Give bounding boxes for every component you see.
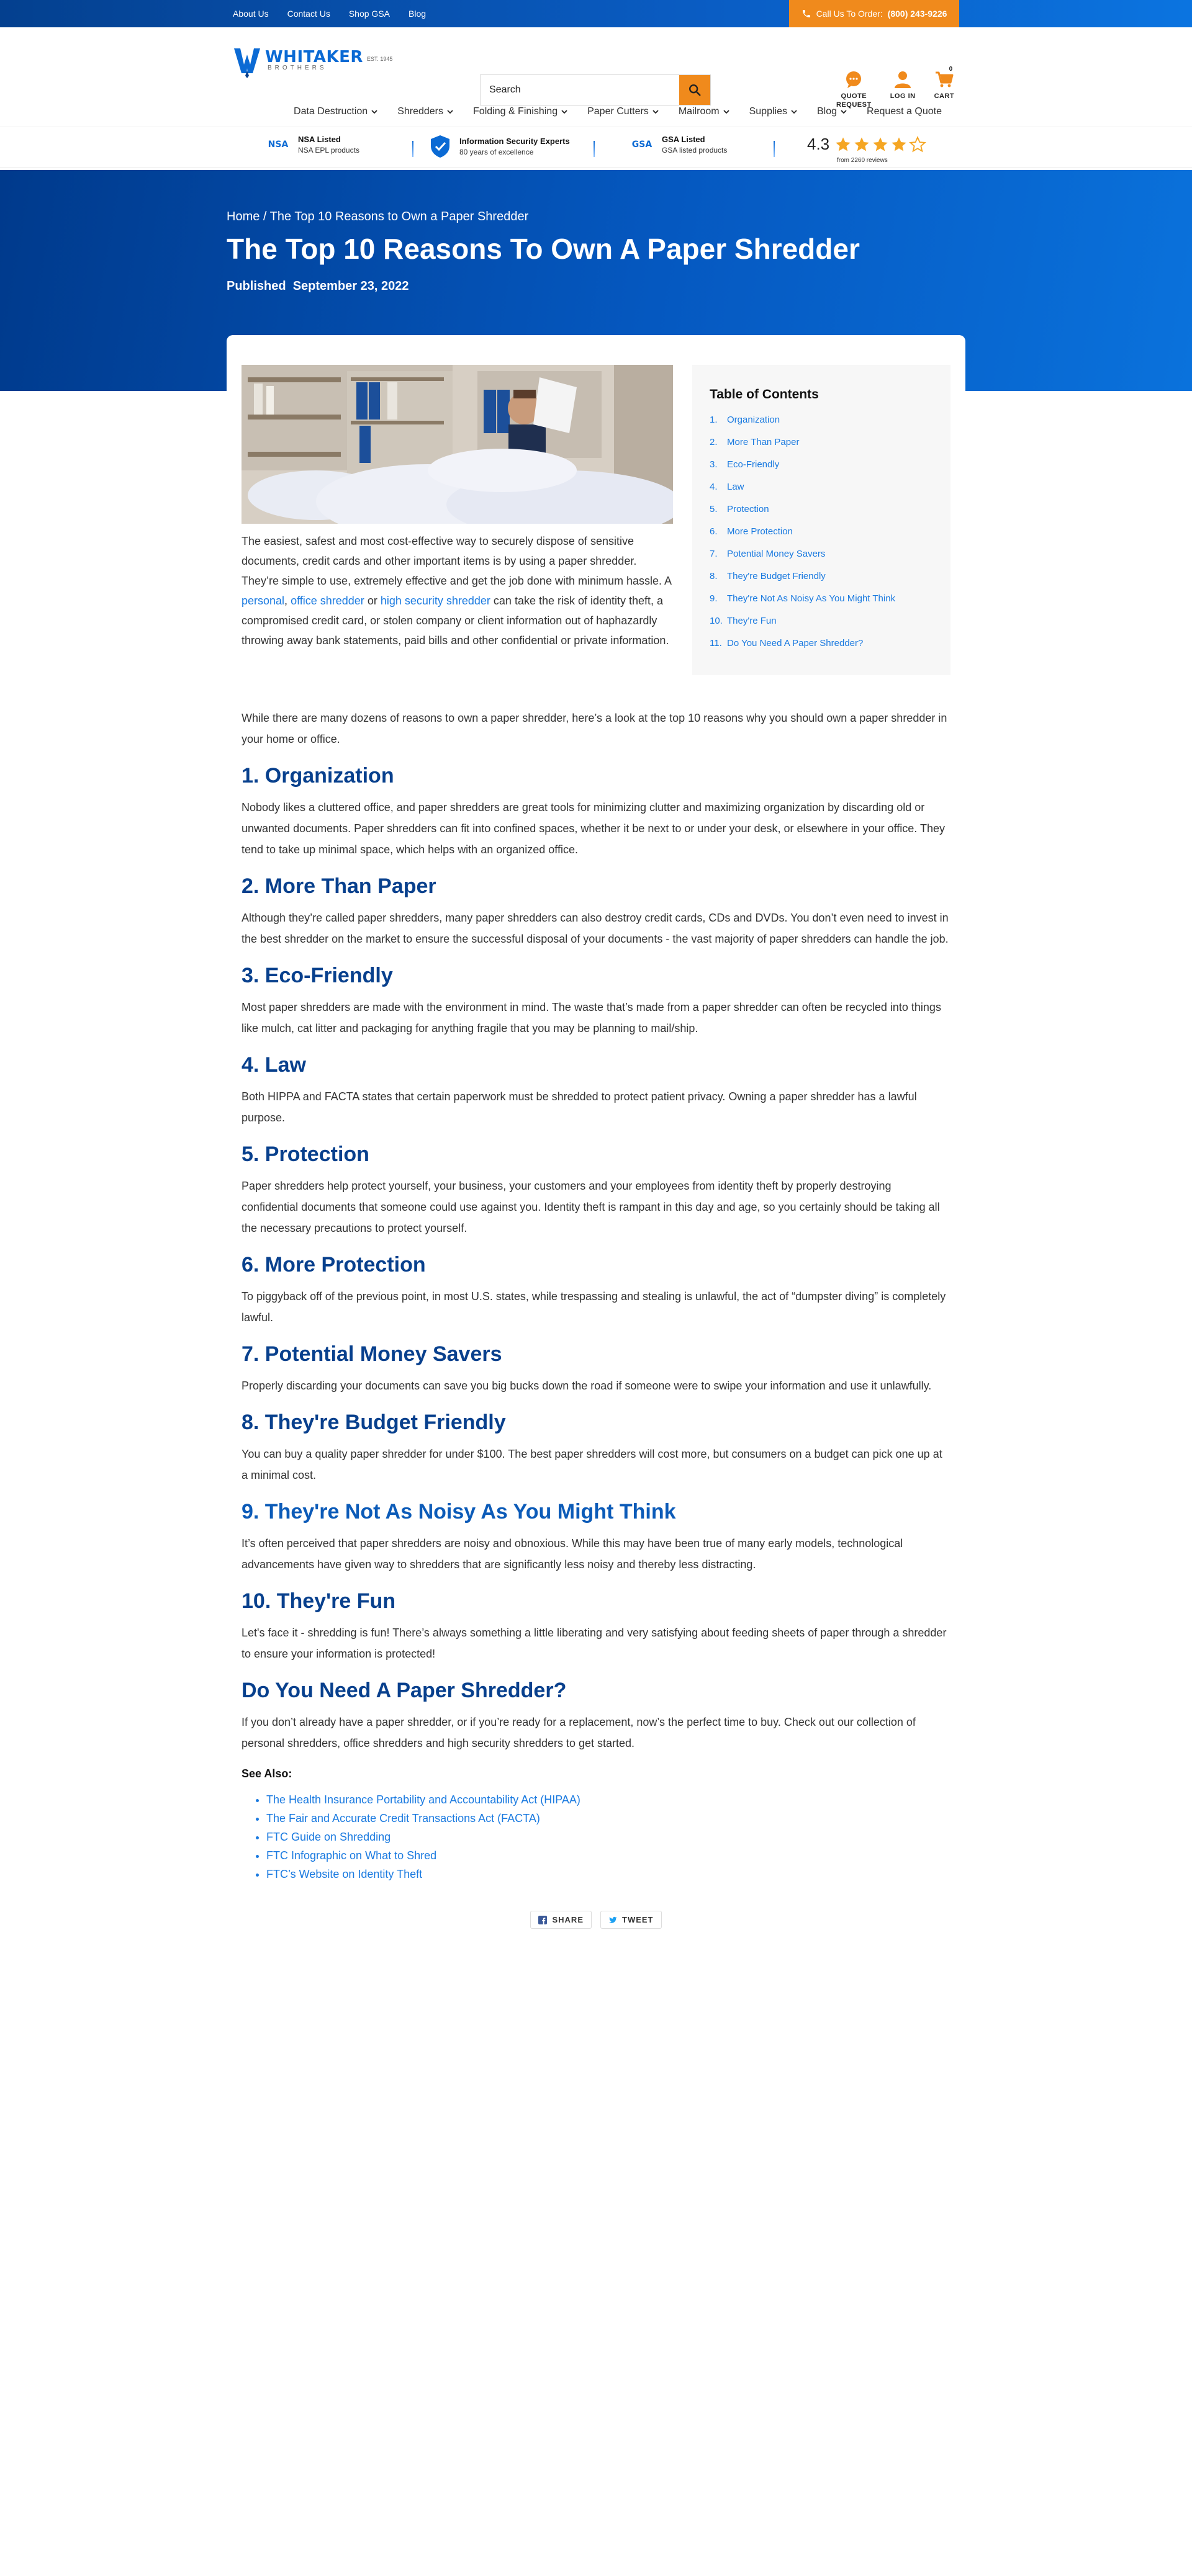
- star-icon: [853, 136, 870, 153]
- toc-link[interactable]: Eco-Friendly: [727, 459, 780, 470]
- nav-label: Request a Quote: [867, 106, 942, 117]
- top-link-contact[interactable]: Contact Us: [287, 9, 330, 19]
- toc-number: 8.: [710, 571, 718, 581]
- list-item: [266, 1865, 950, 1883]
- toc-list: [710, 415, 933, 660]
- tweet-label: TWEET: [622, 1915, 654, 1924]
- login-button[interactable]: [890, 70, 916, 109]
- lead-paragraph: While there are many dozens of reasons to own a paper shredder, here’s a look at the top 10 reasons why you should own a paper shredder in your home or office.: [242, 712, 947, 745]
- cart-count: 0: [949, 66, 953, 73]
- toc-number: 7.: [710, 549, 718, 559]
- published-value: September 23, 2022: [292, 279, 409, 293]
- trust-nsa: [267, 135, 359, 155]
- intro-text-2: can take the risk of identity theft, a compromised credit card, or stolen company or client information out of haphazardly throwing away bank statements, paid bills and other confidential or private information.: [242, 595, 669, 647]
- toc-item[interactable]: [710, 616, 933, 638]
- section-heading-more-than-paper: 2. More Than Paper: [242, 874, 436, 898]
- section-heading-need-shredder: Do You Need A Paper Shredder?: [242, 1679, 567, 1702]
- toc-number: 2.: [710, 437, 718, 447]
- security-sub: 80 years of excellence: [459, 148, 534, 156]
- section-text-fun: Let's face it - shredding is fun! There’s always something a little liberating and very satisfying about feeding sheets of paper through a shredder to ensure your information is protected!: [242, 1627, 947, 1660]
- search-button[interactable]: [679, 75, 710, 105]
- twitter-icon: [608, 1916, 617, 1924]
- toc-link[interactable]: They're Not As Noisy As You Might Think: [727, 593, 896, 604]
- chevron-down-icon: [447, 109, 453, 115]
- link-high-security-shredders[interactable]: high security shredder: [380, 595, 490, 607]
- section-text-not-noisy: It’s often perceived that paper shredders are noisy and obnoxious. While this may have been true of many early models, technological advancements have given way to shredders that are significantly less noisy and thereby less distracting.: [242, 1537, 903, 1571]
- toc-link[interactable]: Do You Need A Paper Shredder?: [727, 638, 864, 648]
- intro-section: [242, 365, 673, 650]
- cart-button[interactable]: [934, 66, 955, 109]
- logo-name: WHITAKER: [265, 48, 363, 66]
- shield-icon: [430, 135, 451, 158]
- quote-label-1: QUOTE: [841, 92, 867, 100]
- user-icon: [893, 70, 913, 89]
- breadcrumb-separator: /: [260, 210, 270, 223]
- toc-link[interactable]: Organization: [727, 415, 780, 425]
- toc-item[interactable]: [710, 415, 933, 437]
- see-also-label: See Also:: [242, 1767, 292, 1780]
- nav-label: Mailroom: [678, 106, 720, 117]
- cart-label: CART: [934, 92, 955, 100]
- search-input[interactable]: [481, 75, 679, 105]
- breadcrumb: [227, 210, 528, 224]
- section-text-money-savers: Properly discarding your documents can save you big bucks down the road if someone were to swipe your information and use it unlawfully.: [242, 1380, 932, 1392]
- chat-icon: [844, 70, 864, 89]
- quote-request-button[interactable]: [836, 70, 872, 109]
- section-heading-not-noisy: 9. They're Not As Noisy As You Might Think: [242, 1500, 676, 1524]
- intro-paragraph: [242, 531, 673, 650]
- nav-supplies[interactable]: [749, 106, 797, 117]
- nav-shredders[interactable]: [397, 106, 453, 117]
- toc-link[interactable]: Protection: [727, 504, 769, 514]
- table-of-contents: [692, 365, 950, 675]
- top-link-blog[interactable]: Blog: [409, 9, 427, 19]
- call-label: Call Us To Order:: [816, 9, 883, 19]
- gsa-badge-icon: GSA: [631, 140, 652, 150]
- share-label: SHARE: [552, 1915, 584, 1924]
- share-facebook-button[interactable]: [530, 1911, 592, 1929]
- chevron-down-icon: [841, 109, 847, 115]
- call-number: (800) 243-9226: [887, 9, 947, 19]
- nav-label: Folding & Finishing: [473, 106, 558, 117]
- top-links: [233, 0, 426, 27]
- toc-item[interactable]: [710, 593, 933, 616]
- security-title: Information Security Experts: [459, 137, 570, 146]
- section-text-protection: Paper shredders help protect yourself, your business, your customers and your employees from identity theft by properly destroying confidential documents that someone could use against you. Identity theft is rampant in this day and age, so you certainly should be taking all the necessary precautions to protect yourself.: [242, 1180, 940, 1234]
- toc-number: 4.: [710, 482, 718, 492]
- see-also-link-ftc-identity-theft[interactable]: FTC’s Website on Identity Theft: [266, 1868, 423, 1880]
- trust-divider: [412, 141, 413, 157]
- gsa-title: GSA Listed: [662, 135, 705, 144]
- page-title: The Top 10 Reasons To Own A Paper Shredder: [227, 233, 860, 265]
- section-heading-money-savers: 7. Potential Money Savers: [242, 1342, 502, 1366]
- section-text-budget-friendly: You can buy a quality paper shredder for under $100. The best paper shredders will cost more, but consumers on a budget can pick one up at a minimal cost.: [242, 1448, 942, 1481]
- call-to-order-button[interactable]: [789, 0, 959, 27]
- link-personal-shredders[interactable]: personal: [242, 595, 285, 607]
- logo-sub: BROTHERS: [268, 65, 327, 71]
- toc-number: 3.: [710, 459, 718, 470]
- intro-text-1: The easiest, safest and most cost-effective way to securely dispose of sensitive documents, credit cards and other important items is by using a paper shredder. They’re simple to use, extremely effective and get the job done with minimum hassle. A: [242, 535, 672, 587]
- toc-number: 11.: [710, 638, 722, 648]
- nav-label: Paper Cutters: [587, 106, 649, 117]
- article-hero-image: [242, 365, 673, 524]
- toc-number: 9.: [710, 593, 718, 604]
- header: [0, 27, 1192, 109]
- top-link-shop-gsa[interactable]: Shop GSA: [348, 9, 390, 19]
- toc-number: 1.: [710, 415, 718, 425]
- toc-number: 5.: [710, 504, 718, 514]
- star-icon: [834, 136, 852, 153]
- trust-security: [430, 135, 570, 158]
- tweet-button[interactable]: [600, 1911, 662, 1929]
- toc-link[interactable]: Law: [727, 482, 744, 492]
- list-item: [266, 1828, 950, 1846]
- toc-title: Table of Contents: [710, 387, 819, 402]
- section-text-law: Both HIPPA and FACTA states that certain paperwork must be shredded to protect patient privacy. Owning a paper shredder has a lawful purpose.: [242, 1090, 917, 1124]
- chevron-down-icon: [652, 109, 659, 115]
- section-heading-budget-friendly: 8. They're Budget Friendly: [242, 1411, 506, 1434]
- see-also-link-facta[interactable]: The Fair and Accurate Credit Transactions Act (FACTA): [266, 1812, 540, 1824]
- section-heading-law: 4. Law: [242, 1053, 306, 1077]
- toc-item[interactable]: [710, 526, 933, 549]
- quote-label-2: REQUEST: [836, 101, 872, 109]
- rating-stars: [834, 136, 926, 153]
- facebook-icon: [538, 1916, 547, 1924]
- chevron-down-icon: [561, 109, 567, 115]
- link-office-shredders[interactable]: office shredder: [291, 595, 364, 607]
- nav-label: Supplies: [749, 106, 787, 117]
- section-text-eco-friendly: Most paper shredders are made with the environment in mind. The waste that’s made from a paper shredder can often be recycled into things like mulch, cat litter and packaging for anything fragile that you may be planning to mail/ship.: [242, 1001, 941, 1034]
- nav-paper-cutters[interactable]: [587, 106, 659, 117]
- published-date: [227, 279, 409, 294]
- toc-number: 6.: [710, 526, 718, 537]
- breadcrumb-home[interactable]: Home: [227, 210, 260, 223]
- section-text-need-shredder: If you don’t already have a paper shredder, or if you’re ready for a replacement, now’s the perfect time to buy. Check out our collection of personal shredders, office shredders and high security shredders to get started.: [242, 1716, 916, 1749]
- section-heading-eco-friendly: 3. Eco-Friendly: [242, 964, 393, 987]
- top-link-about[interactable]: About Us: [233, 9, 269, 19]
- rating-value: 4.3: [807, 135, 830, 153]
- logo-mark-icon: [233, 46, 261, 78]
- intro-sep-2: or: [364, 595, 381, 607]
- nsa-badge-icon: NSA: [268, 140, 289, 150]
- nsa-title: NSA Listed: [298, 135, 341, 144]
- logo[interactable]: [233, 46, 392, 78]
- nav-data-destruction[interactable]: [294, 106, 377, 117]
- see-also-list: [242, 1790, 950, 1883]
- toc-item[interactable]: [710, 437, 933, 459]
- trust-divider: [594, 141, 595, 157]
- article-body: [242, 707, 950, 1929]
- star-icon: [872, 136, 889, 153]
- nav-label: Blog: [816, 106, 838, 117]
- article-card: [227, 335, 965, 1980]
- chevron-down-icon: [371, 109, 377, 115]
- nsa-sub: NSA EPL products: [298, 146, 359, 155]
- star-icon: [890, 136, 908, 153]
- toc-item[interactable]: [710, 549, 933, 571]
- share-bar: [242, 1911, 950, 1929]
- section-text-more-protection: To piggyback off of the previous point, in most U.S. states, while trespassing and stealing is unlawful, the act of “dumpster diving” is completely lawful.: [242, 1290, 946, 1324]
- see-also-link-ftc-infographic[interactable]: FTC Infographic on What to Shred: [266, 1849, 437, 1862]
- header-actions: [836, 66, 955, 109]
- toc-link[interactable]: They're Budget Friendly: [727, 571, 826, 581]
- section-text-more-than-paper: Although they’re called paper shredders, many paper shredders can also destroy credit cards, CDs and DVDs. You don’t even need to invest in the best shredder on the market to ensure the successful disposal of your documents - the vast majority of paper shredders can handle the job.: [242, 912, 949, 945]
- toc-item[interactable]: [710, 638, 933, 660]
- chevron-down-icon: [791, 109, 797, 115]
- see-also-link-hipaa[interactable]: The Health Insurance Portability and Accountability Act (HIPAA): [266, 1793, 580, 1806]
- section-heading-protection: 5. Protection: [242, 1142, 369, 1166]
- top-bar: [0, 0, 1192, 27]
- toc-link[interactable]: They're Fun: [727, 616, 777, 626]
- nav-mailroom[interactable]: [679, 106, 729, 117]
- phone-icon: [801, 9, 811, 19]
- toc-link[interactable]: More Protection: [727, 526, 793, 537]
- nav-label: Shredders: [397, 106, 444, 117]
- list-item: [266, 1809, 950, 1828]
- published-label: Published: [227, 279, 286, 293]
- section-heading-more-protection: 6. More Protection: [242, 1253, 426, 1277]
- list-item: [266, 1790, 950, 1809]
- logo-est: EST. 1945: [366, 56, 393, 62]
- breadcrumb-current: The Top 10 Reasons to Own a Paper Shredder: [269, 210, 529, 223]
- section-heading-organization: 1. Organization: [242, 764, 394, 788]
- toc-item[interactable]: [710, 482, 933, 504]
- toc-link[interactable]: More Than Paper: [727, 437, 800, 447]
- section-heading-fun: 10. They're Fun: [242, 1589, 396, 1613]
- toc-item[interactable]: [710, 571, 933, 593]
- list-item: [266, 1846, 950, 1865]
- nav-folding-finishing[interactable]: [473, 106, 567, 117]
- trust-bar: [0, 127, 1192, 168]
- login-label: LOG IN: [890, 92, 916, 100]
- office-shredding-illustration: [242, 365, 673, 524]
- see-also-link-ftc-guide[interactable]: FTC Guide on Shredding: [266, 1831, 391, 1843]
- reviews-rating[interactable]: [807, 135, 926, 164]
- chevron-down-icon: [723, 109, 729, 115]
- trust-gsa: [631, 135, 727, 155]
- section-text-organization: Nobody likes a cluttered office, and paper shredders are great tools for minimizing clutter and maximizing organization by discarding old or unwanted documents. Paper shredders can fit into confined spaces, whether it be next to or under your desk, or elsewhere in your office. They tend to take up minimal space, which helps with an organized office.: [242, 801, 945, 856]
- toc-item[interactable]: [710, 459, 933, 482]
- gsa-sub: GSA listed products: [662, 146, 728, 155]
- toc-item[interactable]: [710, 504, 933, 526]
- nav-label: Data Destruction: [294, 106, 368, 117]
- search-icon: [688, 83, 702, 97]
- trust-divider: [774, 141, 775, 157]
- reviews-count: from 2260 reviews: [837, 157, 888, 164]
- search-bar: [480, 74, 711, 105]
- intro-sep-1: ,: [284, 595, 291, 607]
- star-outline-icon: [909, 136, 926, 153]
- toc-link[interactable]: Potential Money Savers: [727, 549, 826, 559]
- toc-number: 10.: [710, 616, 723, 626]
